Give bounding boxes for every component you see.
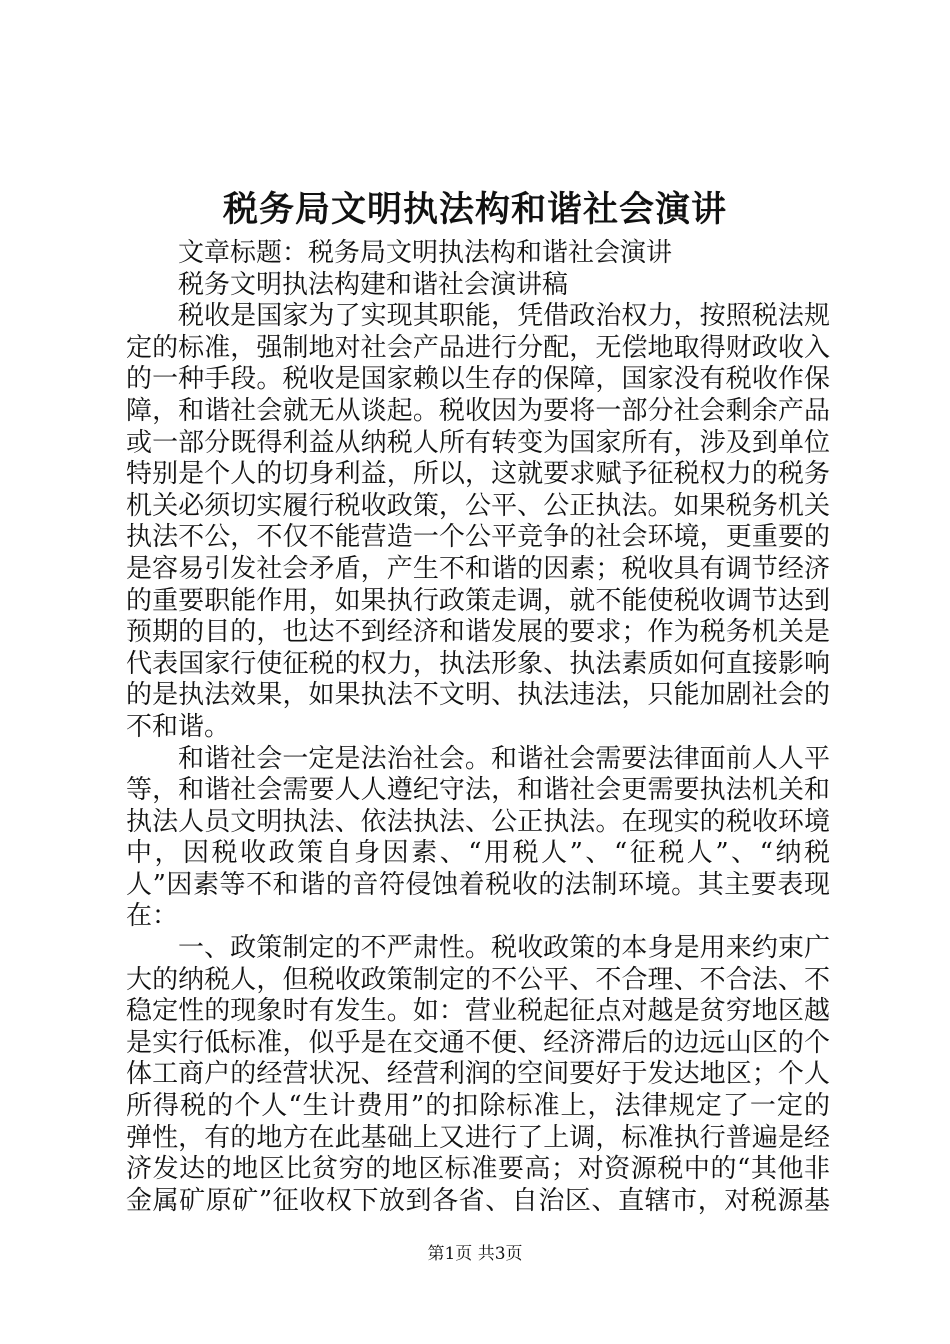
paragraph-line: 稳定性的现象时有发生。如：营业税起征点对越是贫穷地区越 (126, 996, 830, 1027)
paragraph-line: 或一部分既得利益从纳税人所有转变为国家所有，涉及到单位 (126, 427, 830, 458)
paragraph-line: 的是执法效果，如果执法不文明、执法违法，只能加剧社会的 (126, 680, 830, 711)
paragraph-line: 济发达的地区比贫穷的地区标准要高；对资源税中的“其他非 (126, 1154, 830, 1185)
paragraph-line: 税收是国家为了实现其职能，凭借政治权力，按照税法规 (178, 301, 830, 332)
paragraph-line: 机关必须切实履行税收政策，公平、公正执法。如果税务机关 (126, 490, 830, 521)
paragraph-line: 的一种手段。税收是国家赖以生存的保障，国家没有税收作保 (126, 364, 830, 395)
paragraph-line: 执法不公，不仅不能营造一个公平竞争的社会环境，更重要的 (126, 522, 830, 553)
paragraph-line: 障，和谐社会就无从谈起。税收因为要将一部分社会剩余产品 (126, 395, 830, 426)
page-number-footer: 第1页 共3页 (427, 1244, 523, 1264)
paragraph-line: 金属矿原矿”征收权下放到各省、自治区、直辖市，对税源基 (126, 1185, 830, 1216)
paragraph-line: 和谐社会一定是法治社会。和谐社会需要法律面前人人平 (178, 743, 830, 774)
paragraph-line: 执法人员文明执法、依法执法、公正执法。在现实的税收环境 (126, 806, 830, 837)
document-body (126, 238, 830, 1217)
paragraph-line: 等，和谐社会需要人人遵纪守法，和谐社会更需要执法机关和 (126, 775, 830, 806)
paragraph-line: 人”因素等不和谐的音符侵蚀着税收的法制环境。其主要表现 (126, 869, 830, 900)
paragraph-line: 定的标准，强制地对社会产品进行分配，无偿地取得财政收入 (126, 332, 830, 363)
paragraph-line: 特别是个人的切身利益，所以，这就要求赋予征税权力的税务 (126, 459, 830, 490)
paragraph-line: 中，因税收政策自身因素、“用税人”、“征税人”、“纳税 (126, 838, 830, 869)
paragraph-line: 是容易引发社会矛盾，产生不和谐的因素；税收具有调节经济 (126, 553, 830, 584)
document-title: 税务局文明执法构和谐社会演讲 (222, 189, 727, 230)
paragraph-line: 大的纳税人，但税收政策制定的不公平、不合理、不合法、不 (126, 964, 830, 995)
paragraph-line: 一、政策制定的不严肃性。税收政策的本身是用来约束广 (178, 933, 830, 964)
subtitle-line: 税务文明执法构建和谐社会演讲稿 (178, 269, 569, 300)
paragraph-line: 弹性，有的地方在此基础上又进行了上调，标准执行普遍是经 (126, 1122, 830, 1153)
paragraph-line: 体工商户的经营状况、经营利润的空间要好于发达地区；个人 (126, 1059, 830, 1090)
paragraph-line: 预期的目的，也达不到经济和谐发展的要求；作为税务机关是 (126, 617, 830, 648)
paragraph-line: 是实行低标准，似乎是在交通不便、经济滞后的边远山区的个 (126, 1027, 830, 1058)
paragraph-line: 在： (126, 901, 179, 932)
paragraph-line: 所得税的个人“生计费用”的扣除标准上，法律规定了一定的 (126, 1091, 830, 1122)
paragraph-line: 的重要职能作用，如果执行政策走调，就不能使税收调节达到 (126, 585, 830, 616)
paragraph-line: 不和谐。 (126, 711, 231, 742)
article-title-line: 文章标题：税务局文明执法构和谐社会演讲 (178, 238, 673, 268)
paragraph-line: 代表国家行使征税的权力，执法形象、执法素质如何直接影响 (126, 648, 830, 679)
